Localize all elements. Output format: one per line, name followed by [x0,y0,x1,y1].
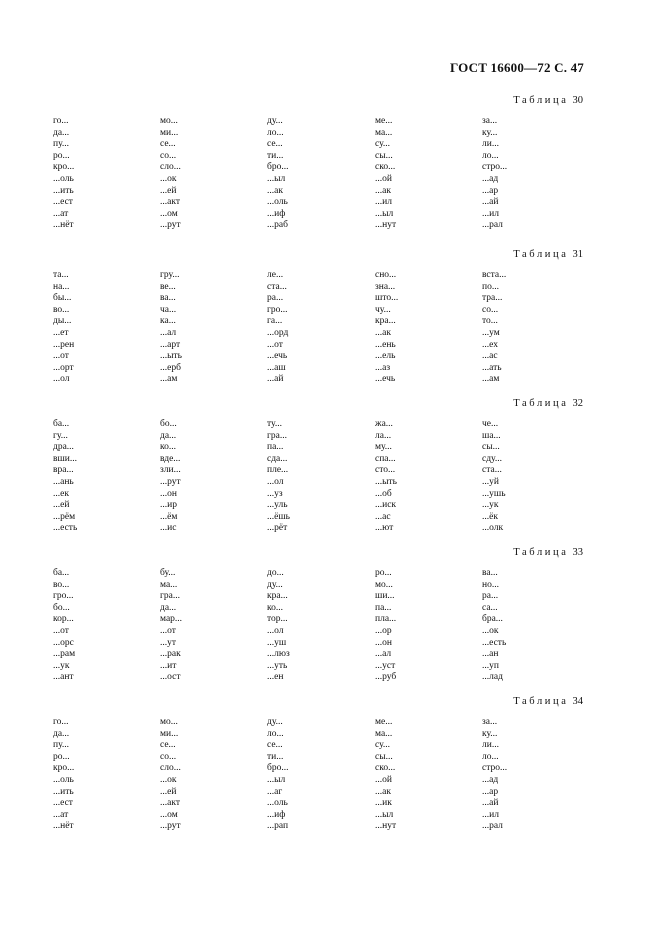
table-cell: ...ушь [482,488,506,499]
table-cell: со... [160,751,177,762]
table-cell: по... [482,281,499,292]
table-column [267,717,288,833]
table-cell: ...ор [375,625,392,636]
table-cell: ...ук [53,660,70,671]
table-cell: вра... [53,465,74,476]
table-cell: ...об [375,488,392,499]
table-cell: кра... [267,591,288,602]
table-cell: мо... [375,579,393,590]
table-cell: ско... [375,162,396,173]
table-number: 34 [572,696,583,707]
table-cell: бо... [160,419,177,429]
table-cell: ...ут [160,637,177,648]
table-cell: ...рут [160,220,181,231]
table-cell: ...уть [267,660,288,671]
table-cell: се... [160,139,176,150]
table-cell: ...лад [482,672,503,683]
table-cell: ме... [375,116,393,126]
table-cell: ...орс [53,637,74,648]
table-cell: ...нёт [53,220,74,231]
table-cell: ...нёт [53,821,74,832]
table-cell: то... [482,316,498,327]
table-cell: ...есть [482,637,507,648]
table-cell: ...ил [482,208,499,219]
table-cell: сда... [267,453,288,464]
table-number: 30 [572,95,583,106]
table-cell: ...ыть [160,351,182,362]
table-cell: мо... [160,717,178,727]
table-cell: ...руб [375,672,397,683]
table-cell: ...ить [53,185,74,196]
table-cell: во... [53,304,70,315]
table-cell: ва... [482,568,498,578]
table-column [160,270,182,386]
table-column [482,717,507,833]
table-cell: пу... [53,139,70,150]
table-cell: ...ол [53,374,70,385]
table-cell: че... [482,419,499,429]
table-column [53,568,75,684]
table-caption-label: Таблица [513,249,569,260]
table-cell: ...ат [53,809,69,820]
table-cell: ло... [267,127,284,138]
table-cell: ...ик [375,798,392,809]
table-cell: ро... [375,568,392,578]
table-cell: гро... [267,304,288,315]
table-cell: ...ом [160,809,178,820]
table-cell: ...ил [482,809,499,820]
table-cell: сно... [375,270,397,280]
table-cell: мар... [160,614,183,625]
table-cell: ...ак [375,786,391,797]
table-cell: да... [160,430,177,441]
table-cell: ...ук [482,500,499,511]
table-cell: ...от [53,351,69,362]
table-cell: се... [160,740,176,751]
table-cell: се... [267,139,283,150]
table-cell: сы... [375,751,393,762]
table-cell: ...ай [482,197,499,208]
table-column [482,116,507,232]
table-cell: гра... [160,591,180,602]
table-cell: ...ак [267,185,283,196]
table-cell: ...рут [160,821,181,832]
table-caption-label: Таблица [513,696,569,707]
table-cell: кра... [375,316,396,327]
table-cell: ...ет [53,327,69,338]
table-cell: тор... [267,614,288,625]
table-cell: ду... [267,116,283,126]
table-cell: ве... [160,281,176,292]
table-cell: ша... [482,430,501,441]
table-cell: ...ыл [267,774,286,785]
table-column [267,116,288,232]
table-cell: ды... [53,316,72,327]
table-cell: ...он [375,637,392,648]
table-cell: ...ой [375,173,392,184]
table-cell: бо... [53,602,70,613]
table-cell: ...ай [267,374,284,385]
table-cell: ...ечь [267,351,288,362]
table-column [160,568,182,684]
table-cell: стро... [482,763,508,774]
table-column [375,419,397,535]
page-header: ГОСТ 16600—72 С. 47 [450,60,584,75]
table-cell: ...от [160,625,176,636]
table-column [375,568,396,684]
table-column [160,717,181,833]
table-cell: гра... [267,430,287,441]
table-caption-label: Таблица [513,547,569,558]
table-cell: ...от [267,339,283,350]
table-cell: ...ол [267,625,284,636]
table-cell: кро... [53,763,75,774]
table-cell: за... [482,116,498,126]
table-caption [513,547,583,558]
table-cell: ...ек [53,488,69,499]
table-cell: ...ар [482,185,499,196]
table-column [160,419,181,535]
table-cell: на... [53,281,70,292]
table-cell: ма... [375,728,393,739]
table-cell: жа... [375,419,393,429]
table-cell: ...ар [482,786,499,797]
table-cell: ко... [267,602,284,613]
table-cell: ли... [482,139,499,150]
table-cell: ...ок [160,173,177,184]
table-cell: ...аз [375,362,391,373]
table-cell: чу... [375,304,391,315]
table-cell: сы... [482,442,500,453]
table-cell: ...уз [267,488,283,499]
table-cell: ...от [53,625,69,636]
table-column [482,568,506,684]
table-cell: да... [160,602,177,613]
table-cell: са... [482,602,498,613]
table-cell: ...ест [53,197,73,208]
table-cell: ра... [267,293,284,304]
table-cell: па... [267,442,284,453]
table-cell: ...уль [267,500,288,511]
table-cell: ...ен [267,672,284,683]
table-cell: сду... [482,453,502,464]
table-cell: вде... [160,453,181,464]
table-cell: го... [53,717,69,727]
table-cell: ...ечь [375,374,396,385]
table-cell: ...аг [267,786,283,797]
table-cell: ли... [482,740,499,751]
table-cell: ...уст [375,660,396,671]
table-cell: ба... [53,568,70,578]
table-cell: дра... [53,442,74,453]
table-cell: су... [375,740,391,751]
table-cell: пле... [267,465,289,476]
table-cell: ...ай [482,798,499,809]
table-cell: ку... [482,728,498,739]
table-cell: ...ёк [482,511,498,522]
table-cell: ...ой [375,774,392,785]
table-cell: ка... [160,316,176,327]
table-cell: ста... [482,465,502,476]
table-cell: ...иск [375,500,397,511]
table-cell: пу... [53,740,70,751]
table-cell: во... [53,579,70,590]
table-column [53,270,74,386]
table-cell: но... [482,579,499,590]
table-cell: ти... [267,150,284,161]
table-cell: ло... [482,751,499,762]
table-cell: ...ань [53,476,74,487]
table-cell: ти... [267,751,284,762]
table-cell: ма... [160,579,178,590]
table-cell: ле... [267,270,284,280]
table-cell: ва... [160,293,176,304]
table-cell: ба... [53,419,70,429]
table-caption [513,696,583,707]
table-cell: сло... [160,763,181,774]
table-cell: ...ант [53,672,74,683]
table-cell: ду... [267,579,283,590]
table-column [160,116,181,232]
table-cell: ...оль [53,774,74,785]
table-cell: бы... [53,293,72,304]
table-cell: ...рап [267,821,289,832]
table-cell: ...ок [160,774,177,785]
table-cell: кро... [53,162,75,173]
table-cell: ...ыл [375,809,394,820]
table-cell: гро... [53,591,74,602]
table-column [267,568,290,684]
table-cell: вста... [482,270,507,280]
table-cell: ...ал [375,649,392,660]
table-cell: ...ад [482,173,499,184]
table-cell: ...ыл [267,173,286,184]
table-cell: ло... [267,728,284,739]
table-cell: ...есть [53,523,78,534]
table-cell: ...ал [160,327,177,338]
table-column [53,116,74,232]
table-cell: ко... [160,442,177,453]
table-cell: ...ум [482,327,500,338]
table-cell: му... [375,442,392,453]
table-column [267,270,288,386]
table-cell: ста... [267,281,287,292]
table-cell: ...оль [53,173,74,184]
table-cell: го... [53,116,69,126]
table-cell: ...арт [160,339,181,350]
table-cell: ло... [482,150,499,161]
table-cell: ...ок [482,625,499,636]
table-cell: ...рен [53,339,75,350]
table-cell: ми... [160,728,179,739]
table-column [482,270,506,386]
table-cell: ...ост [160,672,181,683]
table-cell: ...ит [160,660,177,671]
table-number: 33 [572,547,583,558]
table-cell: стро... [482,162,508,173]
table-cell: пла... [375,614,397,625]
table-cell: до... [267,568,284,578]
table-cell: ...оль [267,197,288,208]
table-cell: ...ех [482,339,498,350]
table-cell: ла... [375,430,392,441]
table-cell: ши... [375,591,395,602]
table-cell: спа... [375,453,396,464]
table-cell: ...акт [160,798,180,809]
table-cell: со... [482,304,499,315]
table-cell: зна... [375,281,396,292]
table-cell: бра... [482,614,503,625]
table-cell: ...аш [267,362,286,373]
table-cell: ...ют [375,523,394,534]
table-cell: ...ат [53,208,69,219]
table-caption [513,398,583,409]
table-cell: ра... [482,591,499,602]
table-number: 31 [572,249,583,260]
table-cell: ...ить [53,786,74,797]
table-cell: га... [267,316,283,327]
table-cell: сы... [375,150,393,161]
table-cell: сто... [375,465,396,476]
table-cell: ...ерб [160,362,181,373]
table-cell: ...ей [160,786,177,797]
table-cell: зли... [160,465,181,476]
table-column [53,419,77,535]
table-cell: ...рам [53,649,76,660]
table-cell: што... [375,293,399,304]
table-cell: ...ад [482,774,499,785]
table-cell: ми... [160,127,179,138]
table-cell: ...люз [267,649,290,660]
table-cell: кор... [53,614,74,625]
table-cell: ...ол [267,476,284,487]
table-cell: ме... [375,717,393,727]
table-cell: ...рал [482,821,503,832]
table-cell: ...ас [375,511,391,522]
table-cell: ...иф [267,809,286,820]
table-cell: ду... [267,717,283,727]
table-cell: ...ом [160,208,178,219]
table-cell: ...ать [482,362,502,373]
table-column [482,419,506,535]
table-cell: вши... [53,453,78,464]
table-column [53,717,74,833]
table-cell: гу... [53,430,68,441]
table-cell: бро... [267,763,289,774]
table-cell: ту... [267,419,282,429]
table-column [375,717,396,833]
table-cell: со... [160,150,177,161]
table-cell: бро... [267,162,289,173]
table-cell: ...нут [375,220,397,231]
table-cell: ...рёт [267,523,288,534]
table-cell: ...ыть [375,476,397,487]
table-column [267,419,290,535]
table-cell: ...иф [267,208,286,219]
table-caption [513,95,583,106]
table-cell: ...ей [53,500,70,511]
table-cell: па... [375,602,392,613]
table-cell: бу... [160,568,176,578]
table-number: 32 [572,398,583,409]
table-cell: ...акт [160,197,180,208]
table-cell: ...ель [375,351,396,362]
table-cell: гру... [160,270,180,280]
table-cell: та... [53,270,69,280]
table-cell: за... [482,717,498,727]
table-cell: ро... [53,751,70,762]
table-cell: сло... [160,162,181,173]
table-cell: ...ак [375,327,391,338]
table-cell: тра... [482,293,503,304]
table-cell: да... [53,127,70,138]
table-cell: ...ан [482,649,499,660]
table-cell: ...олк [482,523,504,534]
table-cell: ...ак [375,185,391,196]
table-cell: ...ест [53,798,73,809]
table-cell: ...нут [375,821,397,832]
table-cell: ...ил [375,197,392,208]
table-cell: да... [53,728,70,739]
table-cell: ско... [375,763,396,774]
table-cell: ...ас [482,351,498,362]
table-cell: ...уп [482,660,499,671]
table-cell: ...раб [267,220,288,231]
table-cell: ...оль [267,798,288,809]
table-cell: ...рут [160,476,181,487]
table-cell: ...орд [267,327,289,338]
table-cell: ...он [160,488,177,499]
table-cell: ...уш [267,637,287,648]
table-cell: ...ам [482,374,500,385]
table-cell: ...ам [160,374,178,385]
table-cell: ...ей [160,185,177,196]
table-cell: ...ир [160,500,177,511]
table-cell: ...орт [53,362,74,373]
table-cell: мо... [160,116,178,126]
table-cell: ма... [375,127,393,138]
table-caption [513,249,583,260]
table-cell: ...ень [375,339,396,350]
table-cell: ча... [160,304,177,315]
table-cell: ро... [53,150,70,161]
table-column [375,116,396,232]
table-cell: ...ис [160,523,177,534]
table-cell: ...ём [160,511,178,522]
table-column [375,270,398,386]
table-cell: ...рал [482,220,503,231]
table-caption-label: Таблица [513,398,569,409]
table-caption-label: Таблица [513,95,569,106]
table-cell: ...ыл [375,208,394,219]
table-cell: ...ёшь [267,511,290,522]
table-cell: се... [267,740,283,751]
table-cell: ...рём [53,511,76,522]
table-cell: су... [375,139,391,150]
table-cell: ку... [482,127,498,138]
table-cell: ...уй [482,476,499,487]
table-cell: ...рак [160,649,181,660]
